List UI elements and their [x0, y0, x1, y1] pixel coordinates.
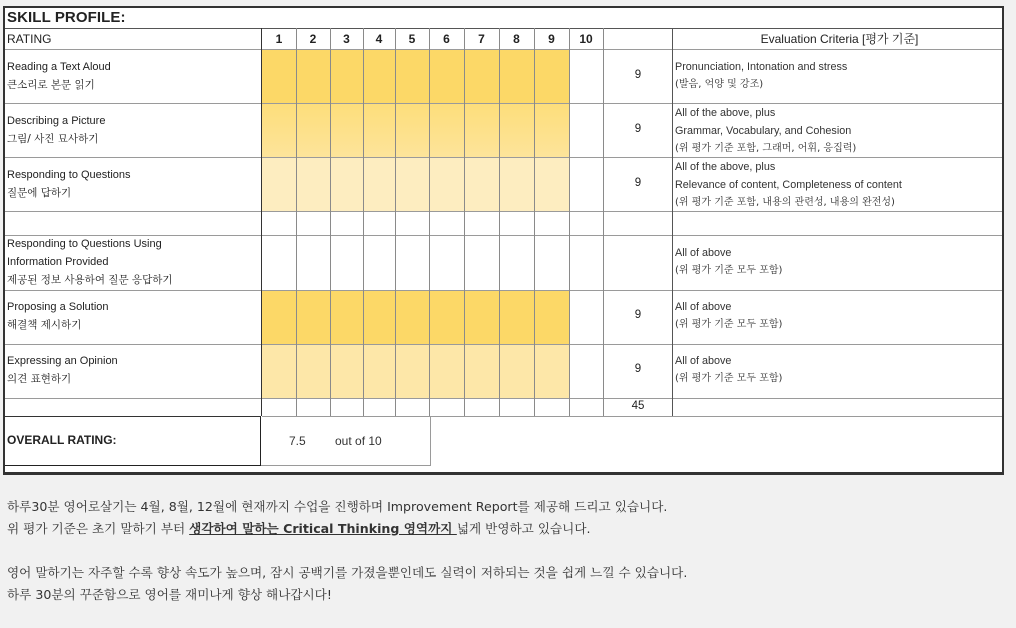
criteria-opinion: All of above (위 평가 기준 모두 포함): [675, 355, 783, 384]
rating-bar-proposing: [262, 291, 569, 344]
scale-9: 9: [548, 32, 555, 46]
divider: [499, 28, 500, 416]
score-reading: 9: [634, 69, 642, 81]
note-text: 위 평가 기준은 초기 말하기 부터: [7, 521, 190, 536]
divider: [5, 398, 1002, 399]
criteria-responding-info: All of above (위 평가 기준 모두 포함): [675, 247, 783, 276]
scale-2: 2: [309, 32, 317, 46]
overall-rating-suffix: out of 10: [335, 434, 382, 448]
row-label-describing: Describing a Picture 그림/ 사진 묘사하기: [7, 115, 106, 145]
divider: [261, 28, 262, 416]
row-label-responding-info: Responding to Questions Using Information Provided 제공된 정보 사용하여 질문 응답하기: [7, 238, 173, 286]
note-line-3: 영어 말하기는 자주할 수록 향상 속도가 높으며, 잠시 공백기를 가졌을뿐인데도 실력이 저하되는 것을 쉽게 느낄 수 있습니다.: [7, 565, 688, 580]
rating-bar-opinion: [262, 345, 569, 398]
divider: [5, 290, 1002, 291]
scale-3: 3: [343, 32, 350, 46]
divider: [603, 28, 604, 416]
divider: [296, 28, 297, 416]
score-total: 45: [631, 400, 645, 412]
rating-bar-reading: [262, 50, 569, 103]
rating-bar-describing: [262, 104, 569, 157]
criteria-reading: Pronunciation, Intonation and stress (발음, 억양 및 강조): [675, 61, 848, 90]
scale-5: 5: [408, 32, 416, 46]
row-label-reading: Reading a Text Aloud 큰소리로 본문 읽기: [7, 61, 111, 91]
row-label-proposing: Proposing a Solution 해결책 제시하기: [7, 301, 109, 331]
sheet-title: SKILL PROFILE:: [7, 9, 126, 26]
criteria-describing: All of the above, plus Grammar, Vocabulary, and Cohesion (위 평가 기준 포함, 그래머, 어휘, 응집력): [675, 107, 857, 154]
scale-8: 8: [513, 32, 520, 46]
note-text: 넓게 반영하고 있습니다.: [456, 521, 591, 536]
score-opinion: 9: [634, 363, 642, 375]
rating-bar-responding: [262, 158, 569, 211]
divider: [363, 28, 364, 416]
divider: [569, 28, 570, 416]
note-line-2: [7, 518, 591, 540]
divider: [5, 49, 1002, 50]
scale-4: 4: [375, 32, 383, 46]
divider: [395, 28, 396, 416]
divider: [464, 28, 465, 416]
divider: [5, 344, 1002, 345]
skill-profile-sheet: [3, 6, 1004, 475]
scale-10: 10: [579, 32, 593, 46]
note-emphasis: 생각하여 말하는 Critical Thinking 영역까지: [189, 521, 457, 536]
scale-7: 7: [478, 32, 485, 46]
note-line-4: 하루 30분의 꾸준함으로 영어를 재미나게 향상 해나갑시다!: [7, 587, 332, 602]
criteria-header: Evaluation Criteria [평가 기준]: [760, 32, 919, 46]
score-proposing: 9: [634, 309, 642, 321]
score-describing: 9: [634, 123, 642, 135]
score-responding: 9: [634, 177, 642, 189]
scale-6: 6: [443, 32, 450, 46]
note-line-1: 하루30분 영어로살기는 4월, 8월, 12월에 현재까지 수업을 진행하며 Improvement Report를 제공해 드리고 있습니다.: [7, 499, 668, 514]
row-label-opinion: Expressing an Opinion 의견 표현하기: [7, 355, 118, 385]
divider: [429, 28, 430, 416]
divider: [534, 28, 535, 416]
row-label-responding: Responding to Questions 질문에 답하기: [7, 169, 131, 199]
rating-header: RATING: [7, 32, 52, 46]
criteria-responding: All of the above, plus Relevance of content, Completeness of content (위 평가 기준 포함, 내용의 관련성, 내용의 완전성): [675, 161, 902, 208]
overall-rating-label: OVERALL RATING:: [7, 433, 117, 447]
scale-1: 1: [275, 32, 283, 46]
divider: [330, 28, 331, 416]
divider: [672, 28, 673, 416]
criteria-proposing: All of above (위 평가 기준 모두 포함): [675, 301, 783, 330]
overall-rating-value: 7.5: [289, 434, 306, 448]
